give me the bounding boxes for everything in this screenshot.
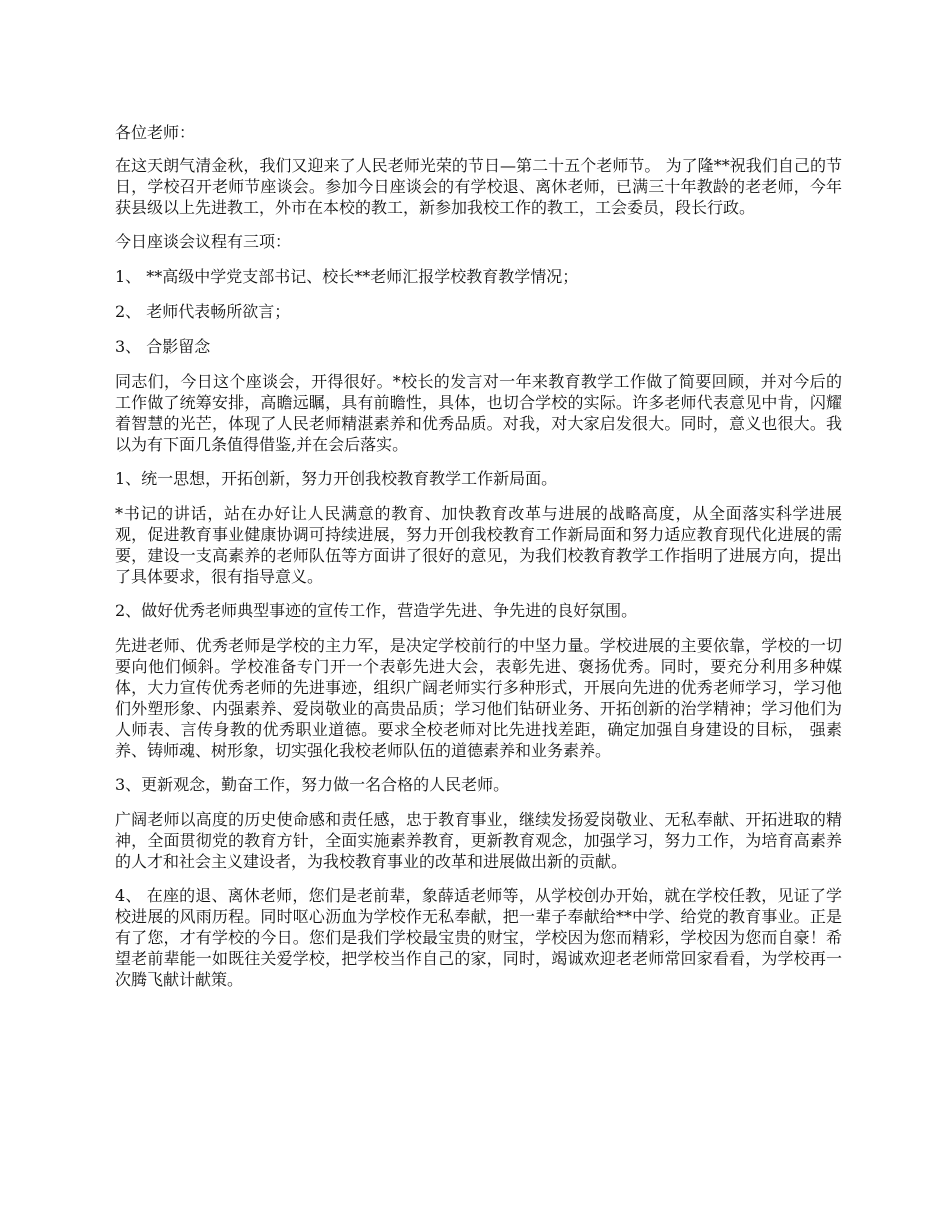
point3-heading: 3、更新观念，勤奋工作，努力做一名合格的人民老师。 [115, 775, 510, 794]
summary-paragraph: 同志们，今日这个座谈会，开得很好。*校长的发言对一年来教育教学工作做了简要回顾，并对今后的工作做了统筹安排，高瞻远瞩，具有前瞻性，具体，也切合学校的实际。许多老师代表意见中肯，闪耀着智慧的光芒，体现了人民老师精湛素养和优秀品质。对我，对大家启发很大。同时，意义也很大。我以为有下面几条值得借鉴,并在会后落实。 [115, 372, 842, 454]
point2-body: 先进老师、优秀老师是学校的主力军，是决定学校前行的中坚力量。学校进展的主要依靠，学校的一切要向他们倾斜。学校准备专门开一个表彰先进大会，表彰先进、褒扬优秀。同时，要充分利用多种媒体，大力宣传优秀老师的先进事迹，组织广阔老师实行多种形式，开展向先进的优秀老师学习，学习他们外塑形象、内强素养、爱岗敬业的高贵品质；学习他们钻研业务、开拓创新的治学精神；学习他们为人师表、言传身教的优秀职业道德。要求全校老师对比先进找差距，确定加强自身建设的目标， 强素养、铸师魂、树形象，切实强化我校老师队伍的道德素养和业务素养。 [115, 636, 842, 760]
point1-body: *书记的讲话，站在办好让人民满意的教育、加快教育改革与进展的战略高度，从全面落实科学进展观，促进教育事业健康协调可持续进展，努力开创我校教育工作新局面和努力适应教育现代化进展的需要，建设一支高素养的老师队伍等方面讲了很好的意见，为我们校教育教学工作指明了进展方向，提出了具体要求，很有指导意义。 [115, 504, 842, 586]
intro-paragraph: 在这天朗气清金秋，我们又迎来了人民老师光荣的节日—第二十五个老师节。 为了隆**祝我们自己的节日，学校召开老师节座谈会。参加今日座谈会的有学校退、离休老师，已满三十年教龄的老老师，今年获县级以上先进教工，外市在本校的教工，新参加我校工作的教工，工会委员，段长行政。 [115, 156, 842, 217]
agenda-heading: 今日座谈会议程有三项： [115, 232, 292, 251]
point1-heading: 1、统一思想，开拓创新，努力开创我校教育教学工作新局面。 [115, 469, 558, 488]
document-body [115, 122, 842, 1003]
agenda-item: 2、 老师代表畅所欲言； [115, 302, 291, 321]
salutation: 各位老师： [115, 123, 196, 142]
point3-body: 广阔老师以高度的历史使命感和责任感，忠于教育事业，继续发扬爱岗敬业、无私奉献、开拓进取的精神，全面贯彻党的教育方针，全面实施素养教育，更新教育观念，加强学习，努力工作，为培育高素养的人才和社会主义建设者，为我校教育事业的改革和进展做出新的贡献。 [115, 810, 842, 871]
point2-heading: 2、做好优秀老师典型事迹的宣传工作，营造学先进、争先进的良好氛围。 [115, 601, 638, 620]
agenda-item: 1、 **高级中学党支部书记、校长**老师汇报学校教育教学情况； [115, 267, 579, 286]
agenda-item: 3、 合影留念 [115, 337, 211, 356]
point4-body: 4、 在座的退、离休老师，您们是老前辈，象薛适老师等，从学校创办开始，就在学校任教，见证了学校进展的风雨历程。同时呕心沥血为学校作无私奉献，把一辈子奉献给**中学、给党的教育事业。正是有了您，才有学校的今日。您们是我们学校最宝贵的财宝，学校因为您而精彩，学校因为您而自豪！希望老前辈能一如既往关爱学校，把学校当作自己的家，同时，竭诚欢迎老老师常回家看看，为学校再一次腾飞献计献策。 [115, 886, 842, 989]
